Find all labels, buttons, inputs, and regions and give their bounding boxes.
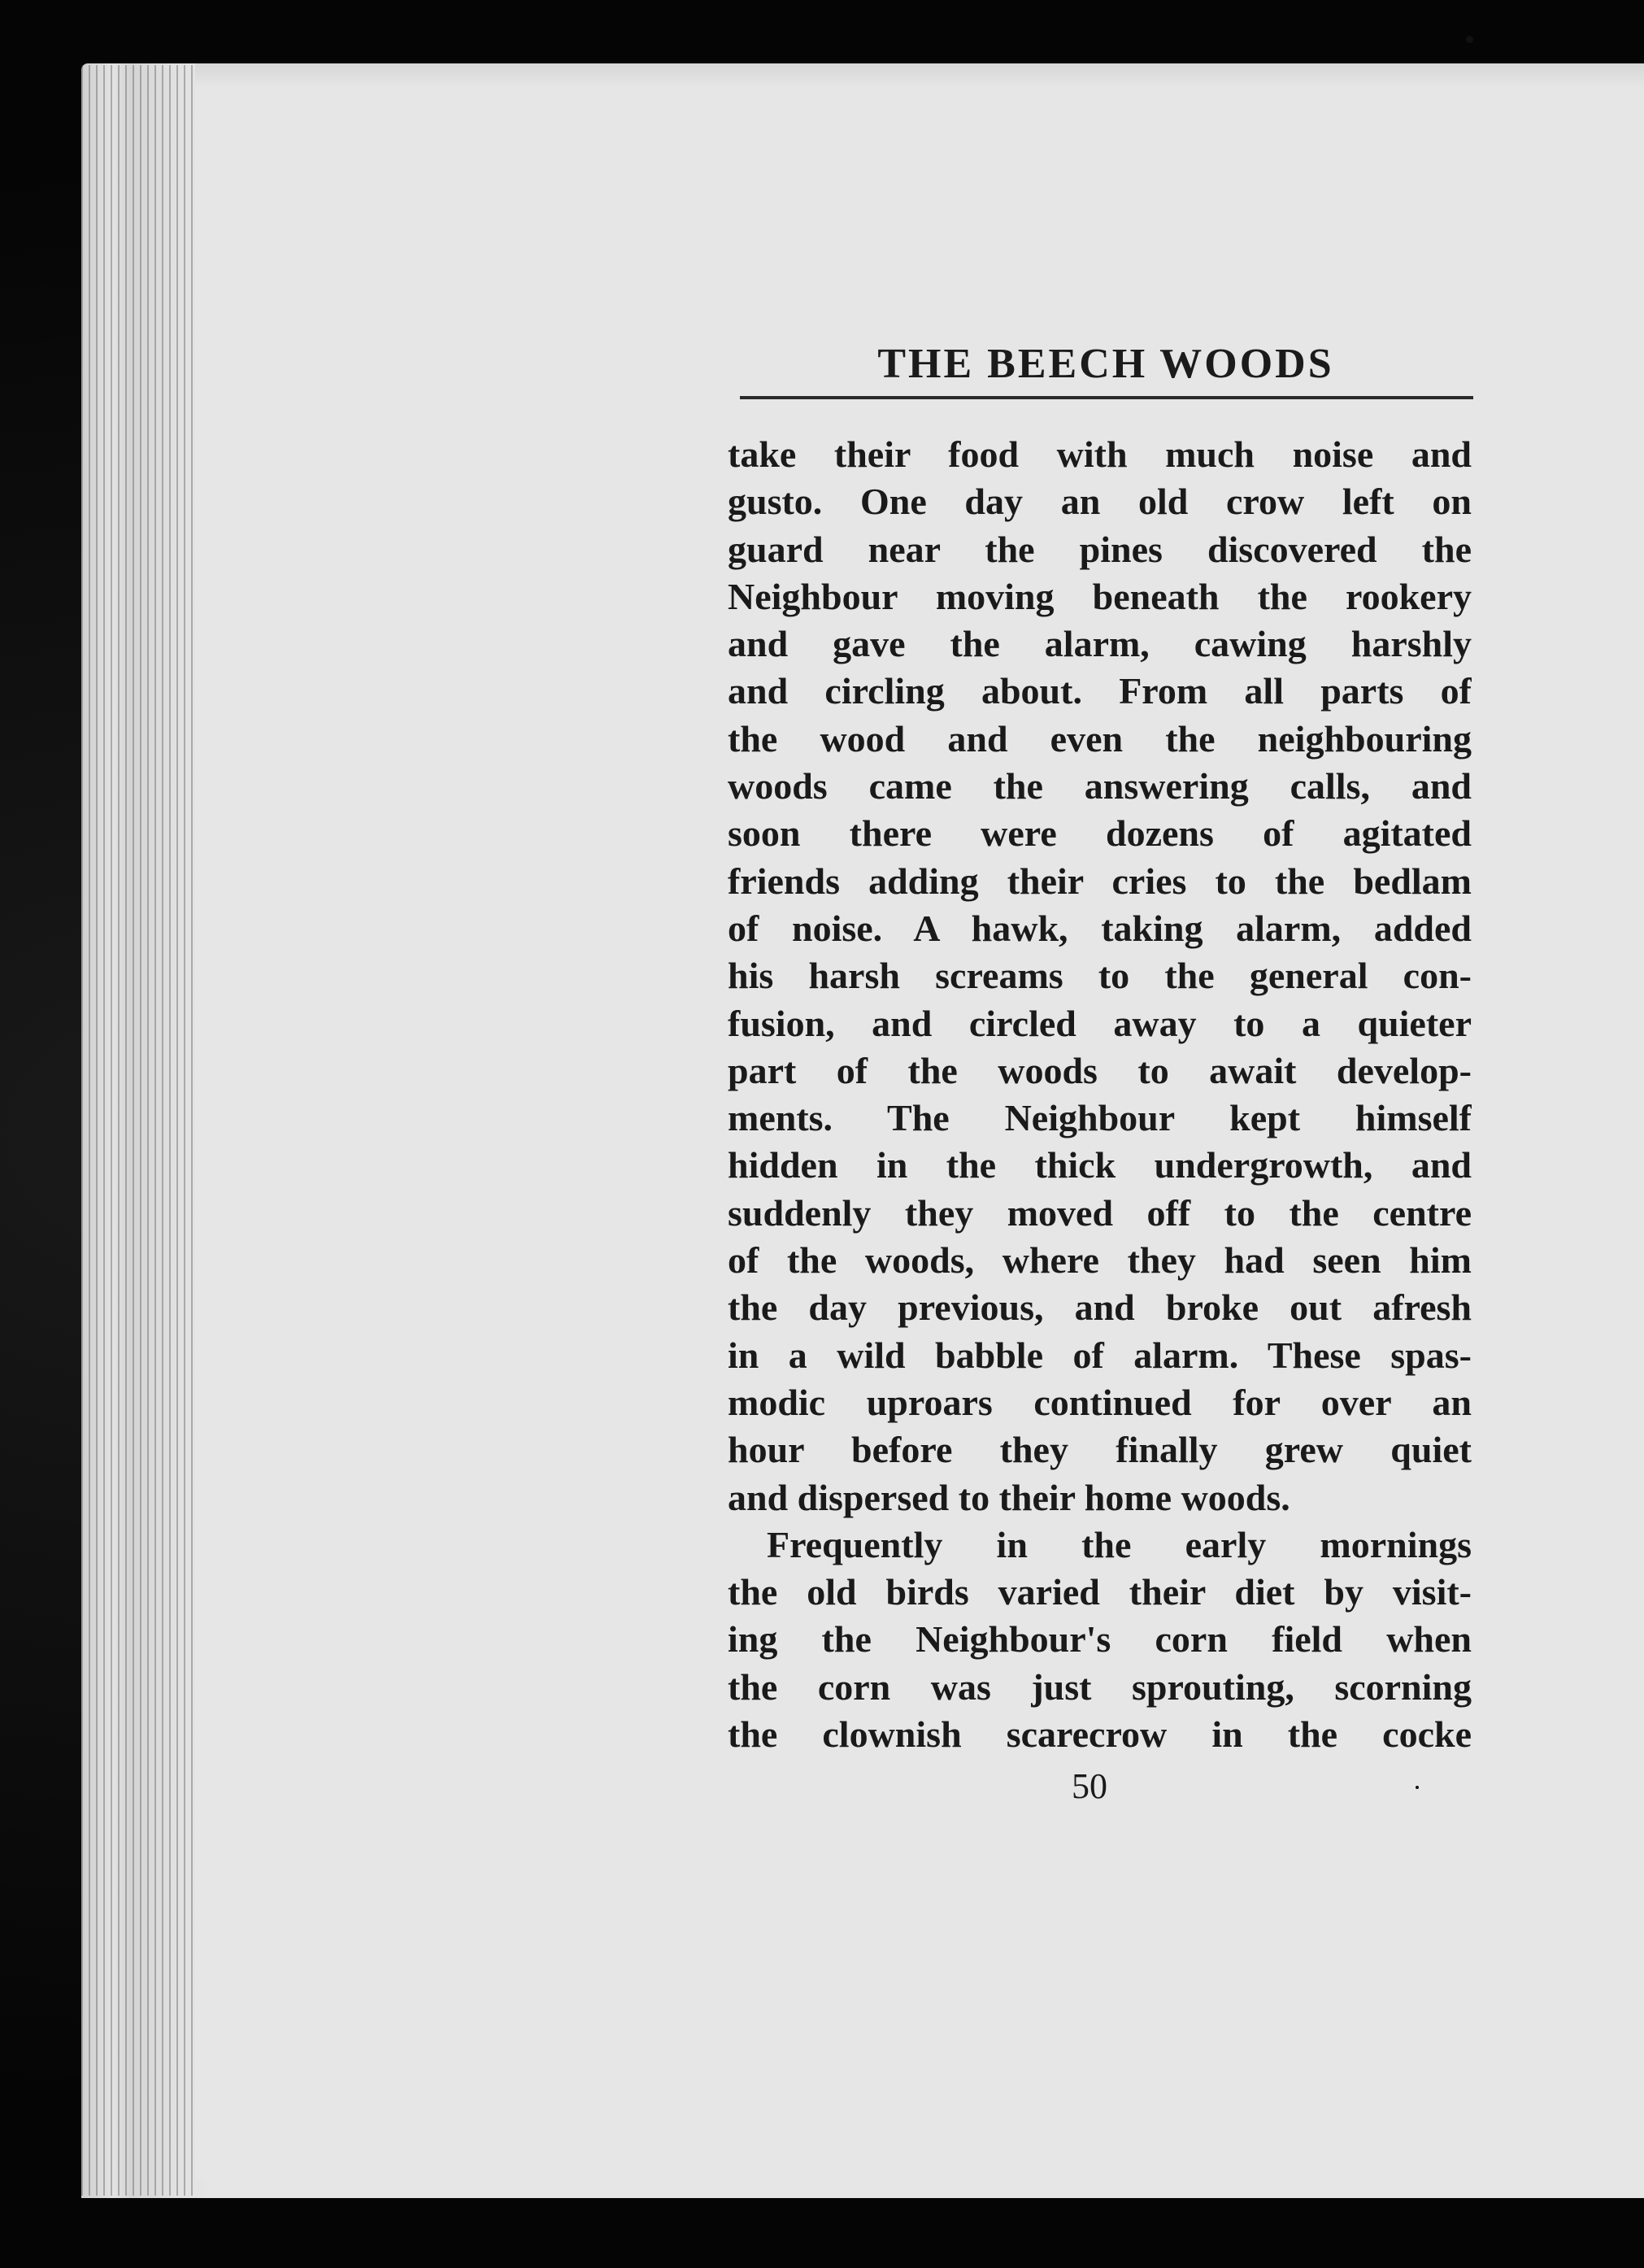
text-line: his harsh screams to the general con-: [728, 955, 1472, 997]
text-line: part of the woods to await develop-: [728, 1049, 1472, 1091]
text-line: and dispersed to their home woods.: [728, 1476, 1290, 1518]
text-line: modic uproars continued for over an: [728, 1381, 1472, 1423]
running-head: THE BEECH WOODS: [877, 341, 1334, 387]
text-line: ments. The Neighbour kept himself: [728, 1097, 1472, 1139]
text-line: Neighbour moving beneath the rookery: [728, 575, 1472, 617]
text-line: of the woods, where they had seen him: [728, 1239, 1472, 1282]
text-line: soon there were dozens of agitated: [728, 812, 1472, 855]
text-line: woods came the answering calls, and: [728, 765, 1472, 808]
text-line: the wood and even the neighbouring: [728, 717, 1472, 760]
text-line: suddenly they moved off to the centre: [728, 1191, 1472, 1234]
text-line: in a wild babble of alarm. These spas-: [728, 1334, 1472, 1376]
text-line: friends adding their cries to the bedlam: [728, 860, 1472, 902]
text-line: Frequently in the early mornings: [767, 1523, 1472, 1565]
text-line: ing the Neighbour's corn field when: [728, 1618, 1472, 1661]
body-text: [728, 431, 1472, 1758]
dust-speck: [1416, 1786, 1419, 1789]
page-number: 50: [1072, 1766, 1107, 1806]
text-line: guard near the pines discovered the: [728, 528, 1472, 570]
page-top-shadow: [195, 63, 1644, 88]
text-line: fusion, and circled away to a quieter: [728, 1002, 1472, 1044]
text-line: the clownish scarecrow in the cocke: [728, 1713, 1472, 1756]
text-line: and gave the alarm, cawing harshly: [728, 623, 1472, 665]
text-line: take their food with much noise and: [728, 433, 1472, 475]
header-rule: [740, 396, 1473, 399]
text-line: of noise. A hawk, taking alarm, added: [728, 907, 1472, 949]
page-edges: [81, 65, 195, 2196]
text-line: the day previous, and broke out afresh: [728, 1286, 1472, 1329]
dust-speck: [1466, 36, 1473, 43]
text-line: hour before they finally grew quiet: [728, 1429, 1472, 1471]
text-line: hidden in the thick undergrowth, and: [728, 1144, 1472, 1186]
text-line: gusto. One day an old crow left on: [728, 481, 1472, 523]
text-line: the old birds varied their diet by visit-: [728, 1571, 1472, 1613]
text-line: and circling about. From all parts of: [728, 670, 1472, 712]
text-line: the corn was just sprouting, scorning: [728, 1665, 1472, 1708]
